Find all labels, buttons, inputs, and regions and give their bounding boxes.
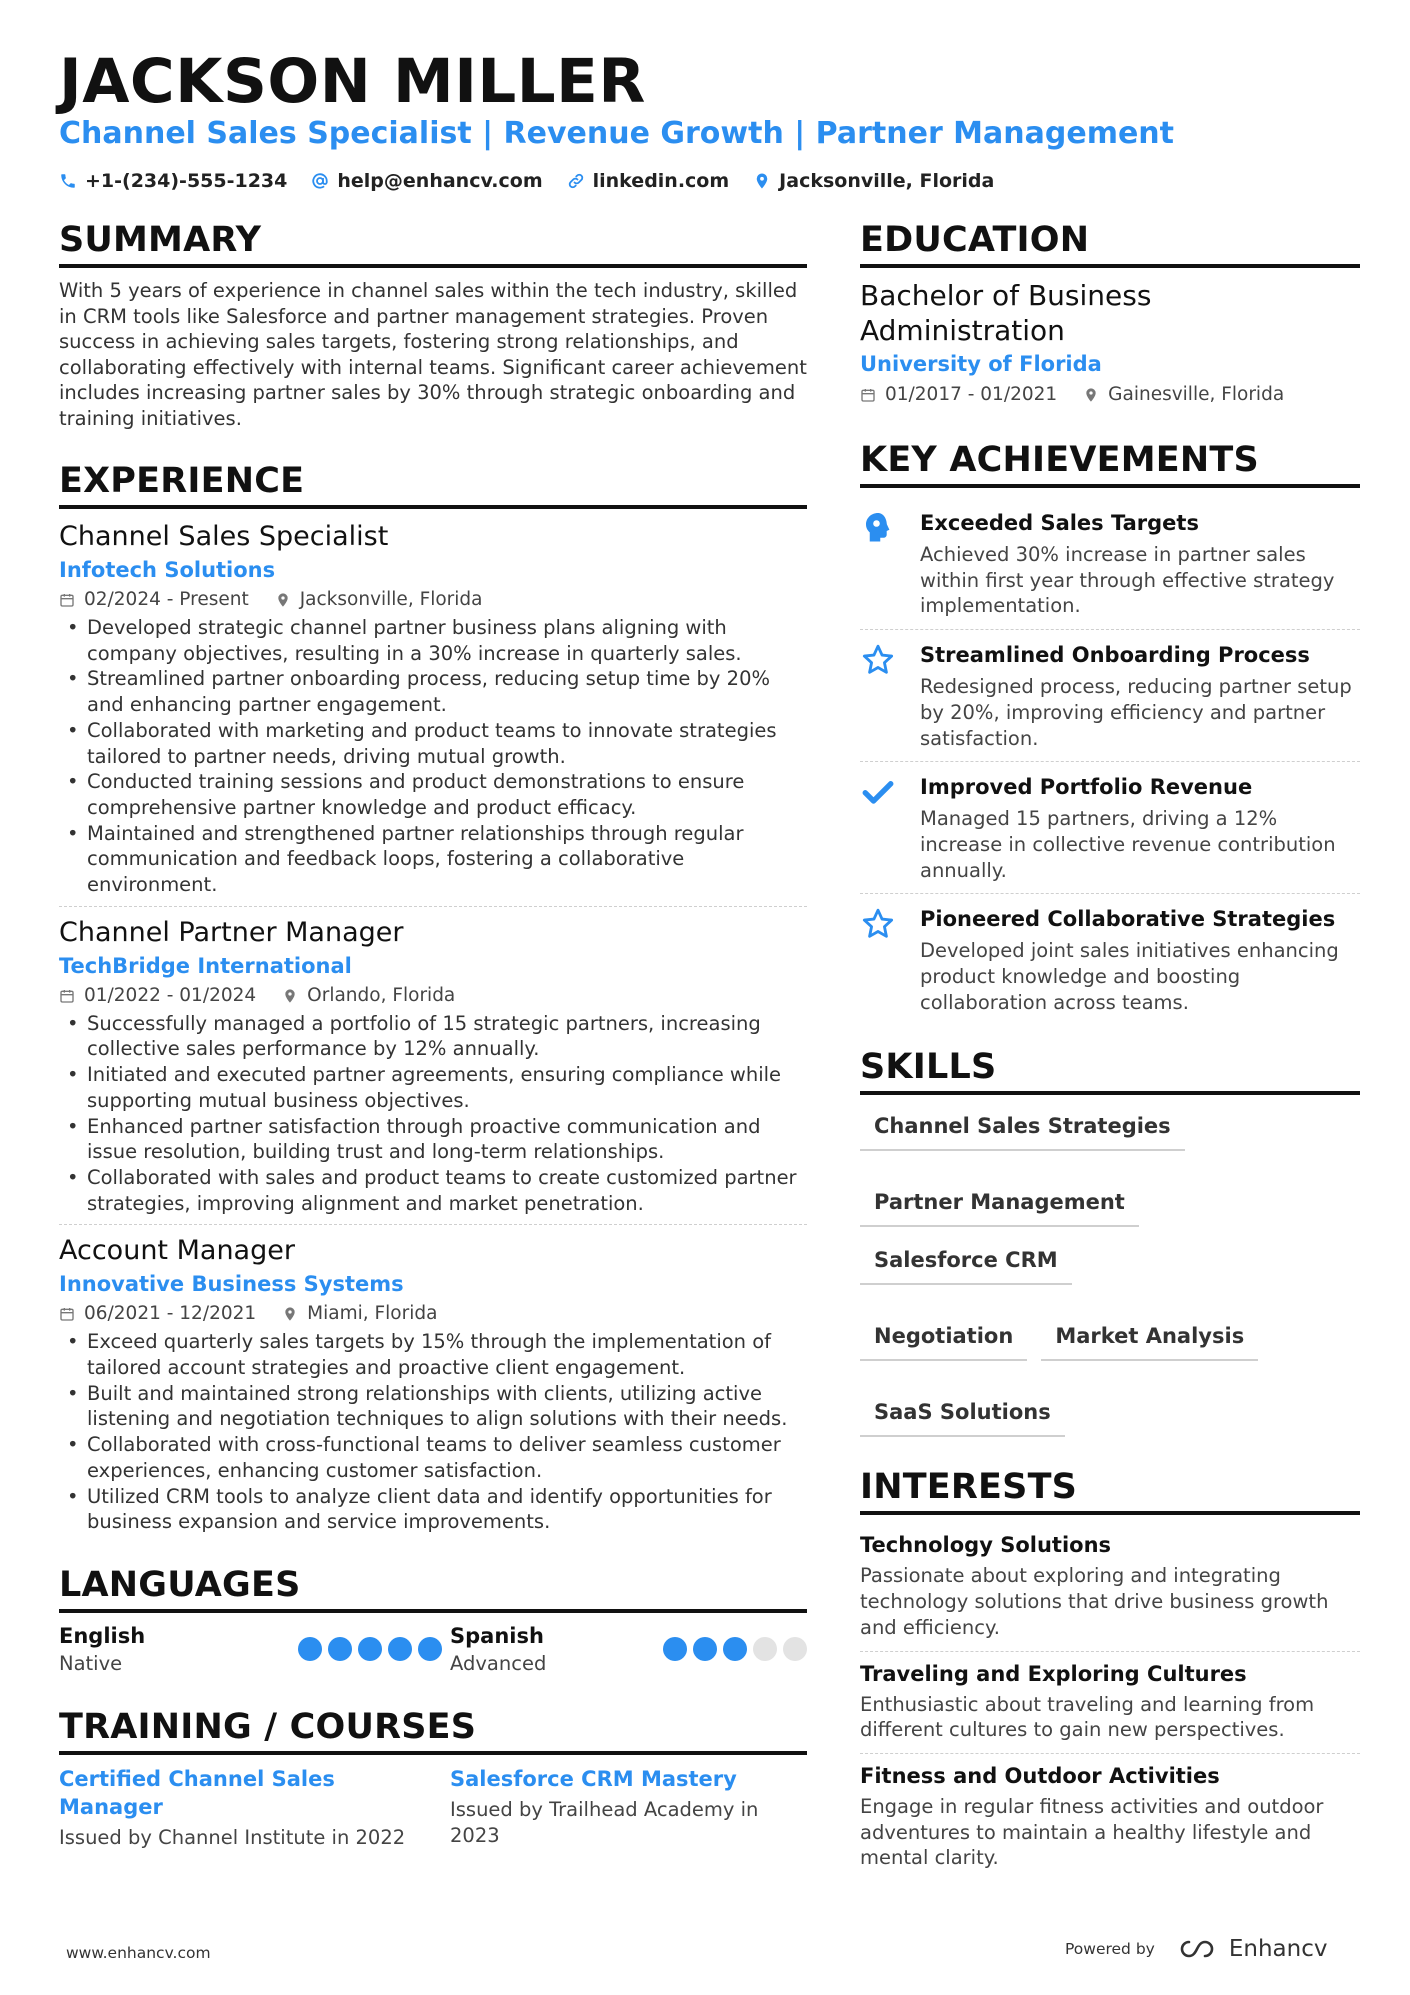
language-name: Spanish (450, 1623, 544, 1648)
skill-tag: Salesforce CRM (860, 1245, 1072, 1285)
rating-dot-filled (723, 1637, 747, 1661)
achievement-item (860, 893, 1360, 1025)
achievement-title: Exceeded Sales Targets (920, 511, 1199, 535)
phone-icon (59, 172, 77, 190)
bullet-item: • Utilized CRM tools to analyze client data and identify opportunities for business expansion and service improvements. (59, 1484, 807, 1535)
course-desc: Issued by Channel Institute in 2022 (59, 1825, 406, 1849)
languages-section (59, 1565, 807, 1677)
powered-by-label: Powered by (1065, 1940, 1155, 1958)
job-meta (59, 981, 807, 1011)
calendar-icon (860, 387, 876, 403)
skill-tag: Market Analysis (1041, 1321, 1258, 1361)
course-item (450, 1765, 807, 1851)
achievement-title: Streamlined Onboarding Process (920, 643, 1310, 668)
skill-tag: Negotiation (860, 1321, 1027, 1361)
job-dates: 01/2022 - 01/2024 (84, 984, 257, 1006)
rating-dot-filled (418, 1637, 442, 1661)
location-pin-icon (753, 172, 771, 190)
edu-school: University of Florida (860, 352, 1102, 376)
job-title: Channel Partner Manager (59, 916, 404, 948)
education-section (860, 220, 1360, 410)
experience-section (59, 461, 807, 1543)
language-level: Advanced (450, 1651, 547, 1675)
headline: Channel Sales Specialist | Revenue Growth | Partner Management (59, 116, 1175, 151)
interest-title: Traveling and Exploring Cultures (860, 1661, 1247, 1686)
achievement-title: Improved Portfolio Revenue (920, 775, 1253, 800)
experience-heading: EXPERIENCE (59, 461, 807, 509)
training-section (59, 1707, 807, 1851)
bullet-item: • Developed strategic channel partner business plans aligning with company objectives, resulting in a 30% increase in quarterly sales. (59, 615, 807, 666)
rating-dot-empty (783, 1637, 807, 1661)
achievement-desc: Redesigned process, reducing partner setup by 20%, improving efficiency and partner satisfaction. (920, 675, 1352, 750)
job-company: TechBridge International (59, 953, 352, 978)
calendar-icon (59, 1306, 75, 1322)
achievements-section (860, 440, 1360, 1025)
rating-dot-filled (298, 1637, 322, 1661)
skills-section (860, 1047, 1360, 1437)
job-dates: 02/2024 - Present (84, 589, 249, 610)
bullet-item: • Conducted training sessions and product demonstrations to ensure comprehensive partner knowledge and product efficacy. (59, 769, 807, 820)
interest-item (860, 1525, 1360, 1650)
at-icon (311, 172, 329, 190)
job-bullets (59, 1329, 807, 1535)
rating-dot-filled (358, 1637, 382, 1661)
skills-heading: SKILLS (860, 1047, 1360, 1095)
footer-website[interactable]: www.enhancv.com (66, 1944, 211, 1962)
left-column (59, 220, 807, 1851)
enhancv-logo-icon (1175, 1937, 1221, 1961)
achievement-desc: Developed joint sales initiatives enhancing product knowledge and boosting collaboration across teams. (920, 939, 1339, 1014)
head-icon (860, 510, 896, 546)
training-heading: TRAINING / COURSES (59, 1707, 807, 1755)
bullet-item: • Initiated and executed partner agreements, ensuring compliance while supporting mutual business objectives. (59, 1062, 807, 1113)
phone-text: +1-(234)-555-1234 (85, 170, 288, 192)
edu-degree: Bachelor of Business Administration (860, 279, 1152, 347)
calendar-icon (59, 988, 75, 1004)
job-meta (59, 585, 807, 615)
job-entry (59, 1224, 807, 1543)
contact-bar (59, 170, 994, 192)
languages-heading: LANGUAGES (59, 1565, 807, 1613)
course-title: Salesforce CRM Mastery (450, 1766, 737, 1791)
interest-item (860, 1651, 1360, 1753)
job-entry (59, 519, 807, 906)
rating-dot-empty (753, 1637, 777, 1661)
linkedin-text: linkedin.com (592, 170, 730, 192)
contact-linkedin[interactable] (567, 170, 730, 192)
interest-desc: Passionate about exploring and integrating technology solutions that drive business growth and efficiency. (860, 1564, 1329, 1639)
course-title: Certified Channel Sales Manager (59, 1766, 335, 1819)
job-location: Jacksonville, Florida (299, 589, 483, 610)
interests-heading: INTERESTS (860, 1467, 1360, 1515)
achievement-desc: Achieved 30% increase in partner sales within first year through effective strategy implementation. (920, 543, 1335, 618)
brand-name: Enhancv (1228, 1936, 1328, 1962)
job-location: Miami, Florida (307, 1303, 438, 1325)
bullet-item: • Enhanced partner satisfaction through proactive communication and issue resolution, building trust and long-term relationships. (59, 1114, 807, 1165)
language-rating (298, 1637, 442, 1661)
language-item (450, 1623, 807, 1677)
skill-tag: SaaS Solutions (860, 1397, 1065, 1437)
location-text: Jacksonville, Florida (779, 170, 995, 192)
location-pin-icon (282, 988, 298, 1004)
language-item (59, 1623, 450, 1677)
email-text: help@enhancv.com (337, 170, 543, 192)
contact-phone[interactable] (59, 170, 287, 192)
interest-desc: Enthusiastic about traveling and learning from different cultures to gain new perspectives. (860, 1692, 1315, 1742)
course-item (59, 1765, 450, 1851)
calendar-icon (59, 592, 75, 608)
rating-dot-filled (693, 1637, 717, 1661)
star-icon (860, 642, 896, 678)
rating-dot-filled (663, 1637, 687, 1661)
summary-heading: SUMMARY (59, 220, 807, 268)
courses-row (59, 1765, 807, 1851)
candidate-name: JACKSON MILLER (59, 46, 646, 117)
bullet-item: • Collaborated with sales and product teams to create customized partner strategies, improving alignment and market penetration. (59, 1165, 807, 1216)
job-location: Orlando, Florida (307, 984, 456, 1006)
achievement-desc: Managed 15 partners, driving a 12% increase in collective revenue contribution annually. (920, 807, 1336, 882)
skills-list (860, 1105, 1360, 1437)
achievement-item (860, 629, 1360, 761)
right-column (860, 220, 1360, 1881)
bullet-item: • Collaborated with cross-functional teams to deliver seamless customer experiences, enhancing customer satisfaction. (59, 1432, 807, 1483)
languages-row (59, 1623, 807, 1677)
interests-section (860, 1467, 1360, 1881)
job-title: Channel Sales Specialist (59, 521, 389, 552)
location-pin-icon (282, 1306, 298, 1322)
achievement-item (860, 498, 1360, 629)
bullet-item: • Successfully managed a portfolio of 15 strategic partners, increasing collective sales performance by 12% annually. (59, 1011, 807, 1062)
achievement-title: Pioneered Collaborative Strategies (920, 907, 1336, 932)
summary-section (59, 220, 807, 431)
course-desc: Issued by Trailhead Academy in 2023 (450, 1797, 759, 1847)
education-heading: EDUCATION (860, 220, 1360, 268)
footer-branding (1065, 1936, 1327, 1962)
job-dates: 06/2021 - 12/2021 (84, 1303, 257, 1325)
check-icon (860, 774, 896, 810)
rating-dot-filled (388, 1637, 412, 1661)
job-entry (59, 906, 807, 1225)
rating-dot-filled (328, 1637, 352, 1661)
job-bullets (59, 615, 807, 898)
interest-desc: Engage in regular fitness activities and outdoor adventures to maintain a healthy lifestyle and mental clarity. (860, 1794, 1324, 1870)
skill-tag: Channel Sales Strategies (860, 1111, 1185, 1151)
job-meta (59, 1299, 807, 1329)
language-level: Native (59, 1651, 123, 1675)
achievements-heading: KEY ACHIEVEMENTS (860, 440, 1360, 488)
star-icon (860, 906, 896, 942)
interest-item (860, 1753, 1360, 1881)
job-bullets (59, 1011, 807, 1217)
job-company: Innovative Business Systems (59, 1272, 404, 1297)
edu-location: Gainesville, Florida (1108, 384, 1285, 405)
brand-logo[interactable] (1175, 1936, 1328, 1962)
interest-title: Fitness and Outdoor Activities (860, 1763, 1220, 1788)
skill-tag: Partner Management (860, 1187, 1139, 1227)
contact-location (753, 170, 994, 192)
summary-text: With 5 years of experience in channel sales within the tech industry, skilled in CRM tools like Salesforce and partner management strategies. Proven success in achieving sales targets, fostering strong relationships, and collaborating effectively with internal teams. Significant career achievement includes increasing partner sales by 30% through strategic onboarding and training initiatives. (59, 279, 807, 430)
bullet-item: • Collaborated with marketing and product teams to innovate strategies tailored to partner needs, driving mutual growth. (59, 718, 807, 769)
location-pin-icon (1083, 387, 1099, 403)
bullet-item: • Exceed quarterly sales targets by 15% through the implementation of tailored account strategies and proactive client engagement. (59, 1329, 807, 1380)
link-icon (567, 172, 585, 190)
bullet-item: • Streamlined partner onboarding process, reducing setup time by 20% and enhancing partner engagement. (59, 666, 807, 717)
contact-email[interactable] (311, 170, 542, 192)
edu-meta (860, 380, 1360, 410)
interest-title: Technology Solutions (860, 1533, 1112, 1558)
bullet-item: • Built and maintained strong relationships with clients, utilizing active listening and negotiation techniques to align solutions with their needs. (59, 1381, 807, 1432)
achievement-item (860, 761, 1360, 893)
job-company: Infotech Solutions (59, 558, 276, 582)
language-rating (663, 1637, 807, 1661)
edu-dates: 01/2017 - 01/2021 (885, 384, 1058, 405)
language-name: English (59, 1623, 146, 1648)
location-pin-icon (275, 592, 291, 608)
job-title: Account Manager (59, 1235, 295, 1267)
bullet-item: • Maintained and strengthened partner relationships through regular communication and feedback loops, fostering a collaborative environment. (59, 821, 807, 898)
